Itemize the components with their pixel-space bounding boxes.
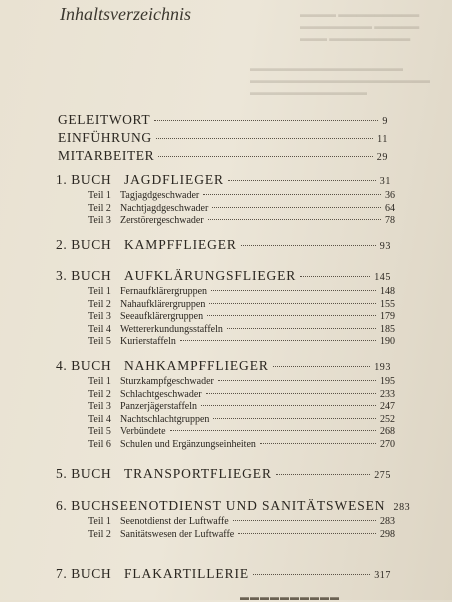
book-entry [56,172,391,188]
leader-dots [253,574,370,575]
front-matter-entry [58,148,388,164]
book-entry [56,566,391,582]
page-number: 93 [379,241,391,252]
book-title: FLAKARTILLERIE [124,566,250,581]
part-entry [88,215,395,226]
part-entry [88,190,395,201]
book-entry [56,268,391,284]
part-label: Teil 1 [88,376,111,387]
entry-title: GELEITWORT [58,112,151,127]
page-number: 148 [380,286,395,297]
leader-dots [228,180,376,181]
leader-dots [241,245,376,246]
part-label: Teil 6 [88,438,111,450]
leader-dots [276,474,370,475]
book-title: JAGDFLIEGER [124,172,224,187]
part-entry [88,414,395,425]
page-number: 36 [385,190,395,201]
part-title: Nachtschlachtgruppen [120,413,210,425]
book-label: 4. BUCH [56,358,112,373]
page-number: 270 [380,438,395,450]
page-number: 155 [380,298,395,310]
part-label: Teil 2 [88,298,111,310]
part-entry [88,426,395,437]
leader-dots [213,418,376,419]
leader-dots [233,520,376,521]
part-title: Fernaufklärergruppen [120,286,208,297]
leader-dots [218,380,376,381]
leader-dots [227,328,376,329]
page-number: 195 [380,376,395,387]
part-title: Panzerjägerstaffeln [120,401,197,412]
leader-dots [208,219,381,220]
leader-dots [273,366,370,367]
page-number: 247 [380,401,395,412]
page-number: 11 [377,134,388,145]
page-number: 78 [385,215,395,226]
part-title: Schlachtgeschwader [120,388,202,400]
part-entry [88,516,395,527]
part-label: Teil 3 [88,401,111,412]
part-label: Teil 5 [88,426,111,437]
part-entry [88,529,395,540]
book-label: 6. BUCH [56,498,112,513]
leader-dots [300,276,370,277]
book-label: 7. BUCH [56,566,112,581]
page-number: 31 [379,176,391,187]
page-number: 64 [385,202,395,214]
book-entry [56,358,391,374]
part-entry [88,299,395,310]
book-title: SEENOTDIENST UND SANITÄTSWESEN [111,498,386,513]
leader-dots [158,156,373,157]
part-title: Verbündete [120,426,166,437]
part-entry [88,203,395,214]
leader-dots [203,194,381,195]
leader-dots [156,138,373,139]
entry-title: MITARBEITER [58,148,155,163]
leader-dots [209,303,376,304]
part-label: Teil 3 [88,311,111,322]
entry-title: EINFÜHRUNG [58,130,152,145]
part-entry [88,324,395,335]
book-label: 3. BUCH [56,268,112,283]
leader-dots [211,290,376,291]
part-label: Teil 1 [88,516,111,527]
part-title: Nachtjagdgeschwader [120,202,209,214]
part-label: Teil 2 [88,528,111,540]
page-number: 275 [374,470,391,481]
part-label: Teil 5 [88,336,111,347]
part-entry [88,311,395,322]
part-label: Teil 1 [88,286,111,297]
part-label: Teil 4 [88,413,111,425]
book-entry [56,498,411,514]
leader-dots [260,443,376,444]
page-number: 317 [374,570,391,581]
part-label: Teil 2 [88,202,111,214]
part-label: Teil 1 [88,190,111,201]
front-matter-entry [58,112,388,128]
part-title: Zerstörergeschwader [120,215,204,226]
book-label: 5. BUCH [56,466,112,481]
book-entry [56,466,391,482]
part-title: Sanitätswesen der Luftwaffe [120,528,235,540]
part-title: Seenotdienst der Luftwaffe [120,516,229,527]
part-title: Nahaufklärergruppen [120,298,206,310]
book-title: KAMPFFLIEGER [124,237,237,252]
page-title: Inhaltsverzeichnis [60,4,191,24]
page-number: 190 [380,336,395,347]
leader-dots [238,533,376,534]
front-matter-entry [58,130,388,146]
leader-dots [207,315,376,316]
part-title: Sturzkampfgeschwader [120,376,214,387]
page-number: 185 [380,323,395,335]
page-number: 298 [380,528,395,540]
next-entry-cutoff: ▬▬▬▬▬▬▬▬▬▬ [240,592,340,602]
leader-dots [212,207,381,208]
part-entry [88,389,395,400]
part-entry [88,401,395,412]
part-title: Wettererkundungsstaffeln [120,323,223,335]
part-title: Schulen und Ergänzungseinheiten [120,438,256,450]
part-title: Kurierstaffeln [120,336,176,347]
page-number: 233 [380,388,395,400]
bleed-through-text-2: ▬▬▬▬▬▬▬▬▬▬▬▬▬▬▬▬▬ ▬▬▬▬▬▬▬▬▬▬▬▬▬▬▬▬▬▬▬▬ ▬▬▬▬▬▬▬▬▬▬▬▬▬ [250,63,430,97]
part-entry [88,439,395,450]
page-number: 193 [374,362,391,373]
page-number: 268 [380,426,395,437]
part-label: Teil 2 [88,388,111,400]
part-entry [88,376,395,387]
part-entry [88,286,395,297]
page-number: 283 [393,502,411,513]
page-number: 283 [380,516,395,527]
leader-dots [206,393,376,394]
leader-dots [180,340,376,341]
book-label: 2. BUCH [56,237,112,252]
book-title: AUFKLÄRUNGSFLIEGER [124,268,297,283]
page-number: 252 [380,413,395,425]
bleed-through-text: ▬▬▬▬ ▬▬▬▬▬▬▬▬▬ ▬▬▬▬▬▬▬▬ ▬▬▬▬▬ ▬▬▬ ▬▬▬▬▬▬▬▬▬ [300,9,420,43]
part-label: Teil 4 [88,323,111,335]
book-label: 1. BUCH [56,172,112,187]
book-title: TRANSPORTFLIEGER [124,466,272,481]
book-entry [56,237,391,253]
page-number: 179 [380,311,395,322]
book-title: NAHKAMPFFLIEGER [124,358,269,373]
leader-dots [201,405,376,406]
part-title: Seeaufklärergruppen [120,311,204,322]
page-number: 29 [376,152,388,163]
part-label: Teil 3 [88,215,111,226]
part-title: Tagjagdgeschwader [120,190,200,201]
part-entry [88,336,395,347]
page-number: 145 [374,272,391,283]
leader-dots [170,430,376,431]
page-number: 9 [382,116,388,127]
leader-dots [154,120,378,121]
